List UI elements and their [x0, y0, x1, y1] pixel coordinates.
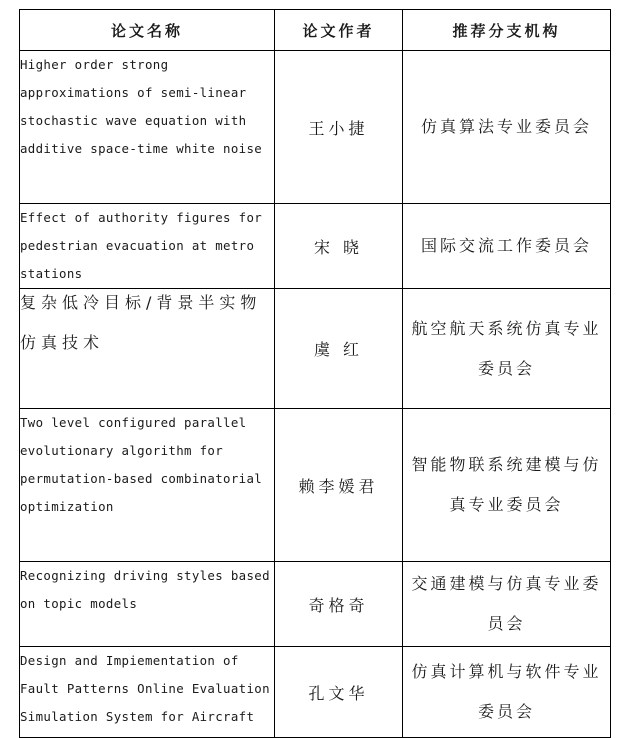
table-row — [20, 647, 611, 738]
recommending-branch: 仿真算法专业委员会 — [403, 51, 611, 204]
header-paper-title: 论文名称 — [20, 10, 275, 51]
paper-author: 孔文华 — [275, 647, 403, 738]
paper-title: Recognizing driving styles based on topic models — [20, 568, 270, 611]
paper-recommendation-table — [19, 9, 611, 738]
paper-author: 虞 红 — [275, 289, 403, 409]
recommending-branch: 航空航天系统仿真专业委员会 — [403, 289, 611, 409]
table-row — [20, 562, 611, 647]
table-header-row — [20, 10, 611, 51]
recommending-branch: 仿真计算机与软件专业委员会 — [403, 647, 611, 738]
paper-title-cell — [20, 647, 275, 738]
table-row — [20, 409, 611, 562]
header-paper-author: 论文作者 — [275, 10, 403, 51]
recommending-branch: 交通建模与仿真专业委员会 — [403, 562, 611, 647]
paper-title: 复杂低冷目标/背景半实物仿真技术 — [20, 293, 262, 352]
table-row — [20, 289, 611, 409]
recommending-branch: 国际交流工作委员会 — [403, 204, 611, 289]
paper-title-cell — [20, 409, 275, 562]
table-row — [20, 204, 611, 289]
recommending-branch: 智能物联系统建模与仿真专业委员会 — [403, 409, 611, 562]
paper-author: 奇格奇 — [275, 562, 403, 647]
paper-title-cell — [20, 204, 275, 289]
paper-title: Design and Impiementation of Fault Patterns Online Evaluation Simulation System for Aircraft — [20, 653, 270, 724]
paper-title-cell — [20, 289, 275, 409]
header-recommending-branch: 推荐分支机构 — [403, 10, 611, 51]
paper-author: 宋 晓 — [275, 204, 403, 289]
paper-author: 王小捷 — [275, 51, 403, 204]
paper-title: Effect of authority figures for pedestrian evacuation at metro stations — [20, 210, 263, 281]
paper-title: Higher order strong approximations of semi-linear stochastic wave equation with additive space-time white noise — [20, 57, 263, 156]
paper-author: 赖李媛君 — [275, 409, 403, 562]
paper-title-cell — [20, 562, 275, 647]
table-row — [20, 51, 611, 204]
paper-title-cell — [20, 51, 275, 204]
paper-title: Two level configured parallel evolutionary algorithm for permutation-based combinatorial optimization — [20, 415, 263, 514]
